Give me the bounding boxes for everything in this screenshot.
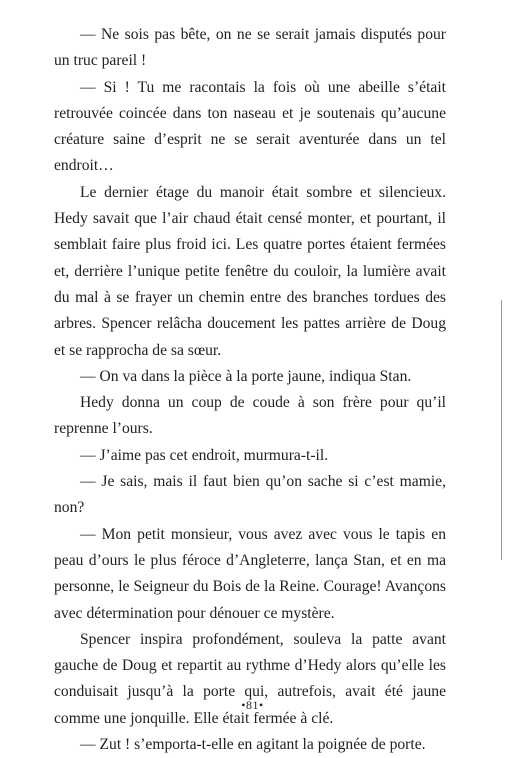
page-number: •81• [241, 698, 264, 712]
paragraph: — On va dans la pièce à la porte jaune, indiqua Stan. [80, 367, 412, 385]
paragraph: Hedy donna un coup de coude à son frère pour qu’il reprenne l’ours. [54, 394, 446, 438]
paragraph: — Si ! Tu me racontais la fois où une abeille s’était retrouvée coincée dans ton naseau et je soutenais qu’aucune créature saine d’esprit ne se serait aventurée dans un tel endroit… [54, 78, 446, 175]
body-text [54, 22, 446, 758]
paragraph: Spencer inspira profondément, souleva la patte avant gauche de Doug et repartit au rythme d’Hedy alors qu’elle les conduisait jusqu’à la porte qui, autrefois, avait été jaune comme une jonquille. Elle était fermée à clé. [54, 630, 446, 727]
paragraph: — Ne sois pas bête, on ne se serait jamais disputés pour un truc pareil ! [54, 26, 446, 70]
paragraph: — J’aime pas cet endroit, murmura-t-il. [80, 446, 329, 464]
paragraph: — Je sais, mais il faut bien qu’on sache si c’est mamie, non? [54, 473, 446, 517]
paragraph: — Zut ! s’emporta-t-elle en agitant la poignée de porte. [80, 736, 426, 754]
page-edge-divider [501, 300, 502, 560]
paragraph: — Mon petit monsieur, vous avez avec vous le tapis en peau d’ours le plus féroce d’Angleterre, lança Stan, et en ma personne, le Seigneur du Bois de la Reine. Courage! Avançons avec détermination pour dénouer ce mystère. [54, 525, 446, 622]
paragraph: Le dernier étage du manoir était sombre et silencieux. Hedy savait que l’air chaud était censé monter, et pourtant, il semblait faire plus froid ici. Les quatre portes étaient fermées et, derrière l’unique petite fenêtre du couloir, la lumière avait du mal à se frayer un chemin entre des branches tordues des arbres. Spencer relâcha doucement les pattes arrière de Doug et se rapprocha de sa sœur. [54, 183, 446, 359]
